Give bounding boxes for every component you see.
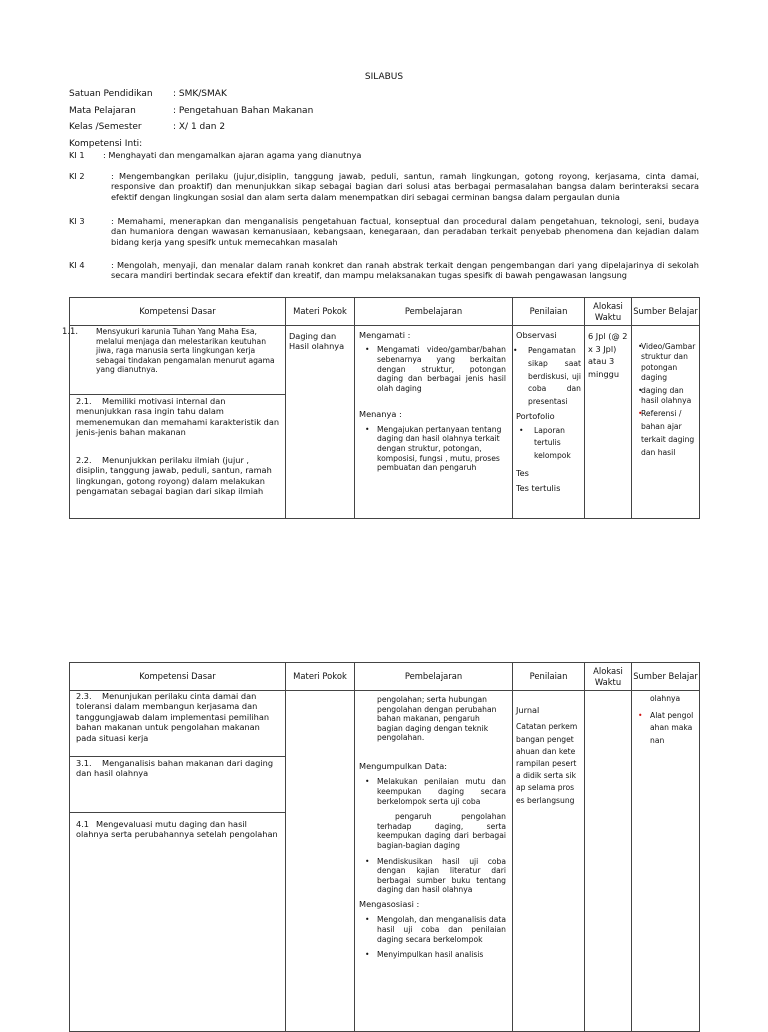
sumber-cont: olahnya	[650, 694, 681, 703]
header-penilaian: Penilaian	[513, 663, 585, 691]
ki-text: : Mengembangkan perilaku (jujur,disiplin, tanggung jawab, peduli, santun, ramah lingkungan, gotong royong, kerjasama, cinta damai, responsive dan proaktif) dan menunjukkan sikap sebagai bagian dari solusi atas berbagai permasalahan bangsa dalam berinteraksi secara efektif dengan lingkungan sosial dan alam serta dalam menempatkan diri sebagai cerminan bangsa dalam pergaulan dunia	[111, 171, 699, 202]
kd-cell	[62, 326, 286, 519]
header-field-satuan	[69, 89, 369, 106]
header-field-value: : SMK/SMAK	[173, 89, 227, 99]
penilaian-cell	[513, 326, 585, 519]
kd-text: Memiliki motivasi internal dan menunjukkan rasa ingin tahu dalam memenemukan dan memahami karakteristik dan jenis-jenis bahan makanan	[76, 396, 280, 438]
ki-code: KI 4	[69, 260, 85, 270]
kd-text: Menunjukkan perilaku ilmiah (jujur , disiplin, tanggung jawab, peduli, santun, ramah lingkungan, gotong royong) dalam melakukan pengamatan sebagai bagian dari sikap ilmiah	[76, 455, 272, 497]
header-field-mapel	[69, 106, 369, 123]
header-field-ki	[69, 139, 369, 151]
mengamati-heading: Mengamati :	[359, 330, 411, 340]
pembelajaran-cont: pengolahan; serta hubungan pengolahan dengan perubahan bahan makanan, pengaruh bagian daging dengan teknik pengolahan.	[377, 695, 497, 743]
kd-number: 4.1	[76, 819, 90, 829]
list-item: • Menyimpulkan hasil analisis	[359, 950, 506, 960]
kd-text: Menganalisis bahan makanan dari daging dan hasil olahnya	[76, 758, 274, 779]
header-field-label: Satuan Pendidikan	[69, 89, 153, 99]
ki-code: KI 1	[69, 150, 85, 160]
alokasi-cell	[585, 326, 632, 519]
observasi-item-text: Pengamatan sikap saat berdiskusi, uji coba dan presentasi	[528, 346, 581, 406]
bullet-icon: •	[513, 346, 518, 356]
observasi-item	[513, 345, 581, 408]
header-field-label: Mata Pelajaran	[69, 105, 136, 116]
ki-text: : Memahami, menerapkan dan menganalisis pengetahuan factual, konseptual dan procedural dalam pengetahuan, teknologi, seni, budaya dan humaniora dengan wawasan kemanusiaan, kebangsaan, kenegaraan, dan peradaban terkait penyebab phenomena dan kejadian dalam bidang kerja yang spesifk untuk memecahkan masalah	[111, 216, 699, 247]
list-item: • Referensi / bahan ajar terkait daging dan hasil	[632, 407, 697, 459]
header-field-kelas	[69, 122, 369, 139]
list-item: • Alat pengolahan makanan	[632, 710, 697, 748]
kd-number: 2.3.	[76, 691, 92, 701]
ki-text: : Menghayati dan mengamalkan ajaran agama yang dianutnya	[103, 150, 362, 160]
list-item: • Mendiskusikan hasil uji coba dengan kajian literatur dari berbagai sumber buku tentang daging dan hasil olahnya	[359, 857, 506, 895]
mengumpulkan-list	[359, 777, 506, 806]
kd-number: 1.1.	[62, 326, 78, 336]
list-item: • Mengolah, dan menganalisis data hasil uji coba dan penilaian daging secara berkelompok	[359, 915, 506, 944]
list-item: • Mengajukan pertanyaan tentang daging dan hasil olahnya terkait dengan struktur, potongan, komposisi, fungsi , mutu, proses pembuatan dan pengaruh	[359, 425, 506, 473]
catatan-text: Catatan perkembangan pengetahuan dan keterampilan peserta didik serta sikap selama proses berlangsung	[516, 722, 578, 805]
document-title: SILABUS	[364, 72, 404, 82]
sumber-list	[632, 710, 697, 748]
header-kompetensi-dasar: Kompetensi Dasar	[70, 298, 286, 326]
portofolio-item	[516, 425, 581, 463]
bullet-icon: •	[519, 425, 524, 435]
kd-item	[70, 454, 285, 497]
alokasi-cell	[585, 691, 632, 1032]
ki-code: KI 2	[69, 171, 85, 181]
mengamati-list	[359, 345, 506, 393]
header-field-label: Kompetensi Inti:	[69, 138, 143, 149]
header-alokasi-waktu: Alokasi Waktu	[585, 298, 632, 326]
table-row	[70, 326, 700, 519]
jurnal-label: Jurnal	[516, 705, 540, 715]
header-field-label: Kelas /Semester	[69, 122, 142, 132]
kd-text: Menunjukan perilaku cinta damai dan toleransi dalam membangun kerjasama dan tanggungjawab dalam implementasi pemilihan bahan makanan untuk pengolahan makanan pada situasi kerja	[76, 691, 270, 743]
kd-text: Mengevaluasi mutu daging dan hasil olahnya serta perubahannya setelah pengolahan	[76, 819, 278, 840]
header-pembelajaran: Pembelajaran	[355, 298, 513, 326]
kd-text: Mensyukuri karunia Tuhan Yang Maha Esa, melalui menjaga dan melestarikan keutuhan jiwa, raga manusia serta lingkungan kerja sebagai tindakan pengamalan menurut agama yang dianutnya.	[96, 327, 275, 375]
kd-item	[70, 757, 285, 813]
table-header-row	[70, 298, 700, 326]
header-materi-pokok: Materi Pokok	[286, 663, 355, 691]
mengasosiasi-heading: Mengasosiasi :	[359, 898, 420, 909]
materi-cell	[286, 326, 355, 519]
header-alokasi-waktu: Alokasi Waktu	[585, 663, 632, 691]
kd-item	[70, 813, 285, 840]
kd-item	[62, 326, 285, 395]
list-item: • daging dan hasil olahnya	[632, 386, 697, 407]
mengumpulkan-cont: pengaruh pengolahan terhadap daging, serta keempukan daging dari berbagai bagian-bagian daging	[377, 812, 506, 850]
list-item: • Video/Gambar struktur dan potongan daging	[632, 342, 697, 384]
portofolio-item-text: Laporan tertulis kelompok	[534, 425, 571, 460]
observasi-label: Observasi	[516, 330, 557, 340]
tes-tertulis-label: Tes tertulis	[516, 482, 561, 493]
pembelajaran-cell	[355, 691, 513, 1032]
pembelajaran-cell	[355, 326, 513, 519]
menanya-heading: Menanya :	[359, 409, 402, 420]
header-field-value: : X/ 1 dan 2	[173, 122, 226, 132]
alokasi-text: 6 Jpl (@ 2 x 3 Jpl) atau 3 minggu	[588, 331, 628, 379]
list-item: • Melakukan penilaian mutu dan keempukan daging secara berkelompok serta uji coba	[359, 777, 506, 806]
list-item: • Mengamati video/gambar/bahan sebenarnya yang berkaitan dengan struktur, potongan daging dan berbagai jenis hasil olah daging	[359, 345, 506, 393]
header-field-value: : Pengetahuan Bahan Makanan	[173, 105, 314, 116]
kd-number: 3.1.	[76, 758, 92, 768]
sumber-cell	[632, 326, 700, 519]
portofolio-label: Portofolio	[516, 411, 555, 422]
header-fields	[69, 89, 369, 151]
mengumpulkan-heading: Mengumpulkan Data:	[359, 760, 448, 771]
table-row	[70, 691, 700, 1032]
kd-number: 2.2.	[76, 455, 92, 465]
silabus-table-2	[69, 662, 700, 1032]
ki-code: KI 3	[69, 216, 85, 226]
silabus-table-1	[62, 297, 700, 519]
header-pembelajaran: Pembelajaran	[355, 663, 513, 691]
materi-cell	[286, 691, 355, 1032]
sumber-cell	[632, 691, 700, 1032]
sumber-list	[632, 342, 697, 459]
kd-item	[70, 691, 285, 757]
mengumpulkan-list-2	[359, 857, 506, 895]
mengasosiasi-list	[359, 915, 506, 959]
materi-text: Daging dan Hasil olahnya	[289, 331, 345, 352]
penilaian-cell	[513, 691, 585, 1032]
header-materi-pokok: Materi Pokok	[286, 298, 355, 326]
header-sumber-belajar: Sumber Belajar	[632, 298, 700, 326]
table-header-row	[70, 663, 700, 691]
ki-text: : Mengolah, menyaji, dan menalar dalam ranah konkret dan ranah abstrak terkait dengan pengembangan dari yang dipelajarinya di sekolah secara mandiri bertindak secara efektif dan kreatif, dan mampu melaksanakan tugas spesifk di bawah pengawasan langsung	[111, 260, 699, 281]
kd-item	[70, 395, 285, 454]
header-penilaian: Penilaian	[513, 298, 585, 326]
header-kompetensi-dasar: Kompetensi Dasar	[70, 663, 286, 691]
tes-label: Tes	[516, 467, 529, 478]
kd-cell	[70, 691, 286, 1032]
menanya-list	[359, 425, 506, 473]
header-sumber-belajar: Sumber Belajar	[632, 663, 700, 691]
kd-number: 2.1.	[76, 396, 92, 406]
